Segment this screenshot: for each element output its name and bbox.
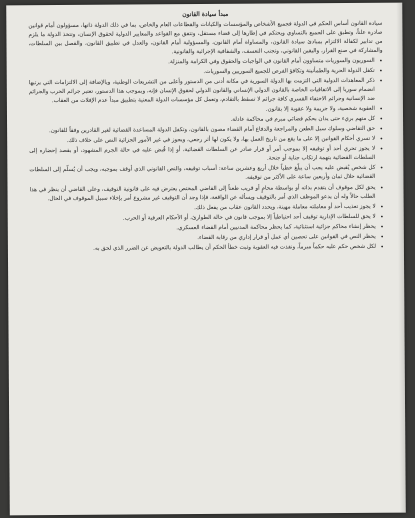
document-body (6, 3, 404, 255)
list-item: • ذكر المعاهدات الدولية التي التزمت بها الدولة السورية في مكانة أدنى من الدستور وأعلى من التشريعات الوطنية، وبالإضافة إلى الالتزامات التي يرتبها انضمام سوريا إلى الاتفاقيات الخاصة بالقانون الدولي الإنساني والقانون الدولي لحقوق الإنسان فإنه، وبموجب هذا الدستور، تعتبر جرائم الحرب والجرائم ضد الإنسانية وجرائم الاختفاء القسري كافة جرائم لا تسقط بالتقادم، وتعمل كل مؤسسات الدولة المعنية بتطبيق مبدأ عدم الإفلات من العقاب. (29, 77, 383, 107)
document-title: مبدأ سيادة القانون (182, 10, 229, 19)
scanned-page (6, 3, 406, 516)
list-item: • لكل شخص حكم عليه حكماً مبرماً، ونفذت فيه العقوبة وثبت خطأ الحكم أن يطالب الدولة بالتعويض عن الضرر الذي لحق به. (30, 243, 384, 255)
list-item: • حق التقاضي وسلوك سبل الطعن والمراجعة والدفاع أمام القضاء مصون بالقانون، وتكفل الدولة المساعدة القضائية لغير القادرين وفقاً للقانون. (29, 125, 383, 137)
list-item: • يحظر النص في القوانين على تحصين أي عمل أو قرار إداري من رقابة القضاء. (30, 233, 384, 245)
list-item: • السوريون والسوريات متساوون أمام القانون في الواجبات والحقوق وفي الكرامة والمنزلة. (29, 57, 383, 69)
list-item: • تكفل الدولة الحرية والطمأنينة وتكافؤ الفرص للجميع السوريين والسوريات. (29, 67, 383, 79)
list-item: • كل شخص يُقبض عليه يجب أن يبلّغ خطياً خلال أربع وعشرين ساعة: أسباب توقيفه، والنص القانوني الذي أوقف بموجبه، ويجب أن يُسلّم إلى السلطات القضائية خلال ثمان وأربعين ساعة على الأكثر من توقيفه. (29, 164, 383, 185)
list-item: • لا يجوز تعذيب أحد أو معاملته معاملة مهينة، ويحدد القانون عقاب من يفعل ذلك. (30, 202, 384, 214)
list-item: • يحظر إنشاء محاكم جزائية استثنائية، كما يحظر محاكمة المدنيين أمام القضاء العسكري. (30, 222, 384, 234)
intro-paragraph: سيادة القانون أساس الحكم في الدولة فجميع الأشخاص والمؤسسات والكيانات والقطاعات العام والخاص، بما في ذلك الدولة ذاتها، مسؤولون أمام قوانين صادرة علناً، وتطبق على الجميع بالتساوي ويحتكم في إطارها إلى قضاء مستقل، وتتفق مع القواعد والمعايير الدولية لحقوق الإنسان، وتتخذ الدولة ما يلزم من تدابير لكفالة الالتزام بمبادئ سيادة القانون، والمساواة أمام القانون، والمسؤولية أمام القانون، والعدل في تطبيق القانون، والفصل بين السلطات، والمشاركة في صنع القرار، واليقين القانوني، وتجنب التعسف، والشفافية الإجرائية والقانونية. (28, 20, 383, 56)
list-item: • يحق لكل موقوف أن يتقدم بذاته أو بواسطة محامٍ أو قريب طعناً إلى القاضي المختص يعترض فيه على قانونية التوقيف، وعلى القاضي أن ينظر في هذا الطلب حالاً وله أن يدعو الموظف الذي أمر بالتوقيف ويسأله عن الواقعة، فإذا وجد أن التوقيف غير مشروع أمر بإخلاء سبيل الموقوف في الحال. (29, 183, 383, 204)
list-item: • لا يجوز تحري أحد أو توقيفه إلا بموجب أمر أو قرار صادر عن السلطات القضائية، أو إذا قُبض عليه في حالة الجرم المشهود، أو بقصد إحضاره إلى السلطات القضائية بتهمة ارتكاب جناية أو جنحة. (29, 145, 383, 166)
page-edge-shadow (396, 3, 406, 513)
list-item: • لا يحق للسلطات الإدارية توقيف أحد احتياطياً إلا بموجب قانون في حالة الطوارئ، أو الأحكام العرفية أو الحرب. (30, 212, 384, 224)
list-item: • لا تسري أحكام القوانين إلا على ما يقع من تاريخ العمل بها، ولا يكون لها أثر رجعي، ويجوز في غير الأمور الجزائية النص على خلاف ذلك. (29, 135, 383, 147)
list-item: • العقوبة شخصية، ولا جريمة ولا عقوبة إلا بقانون. (29, 105, 383, 117)
principles-list (29, 57, 384, 254)
list-item: • كل متهم بريء حتى يدان بحكم قضائي مبرم في محاكمة عادلة. (29, 115, 383, 127)
